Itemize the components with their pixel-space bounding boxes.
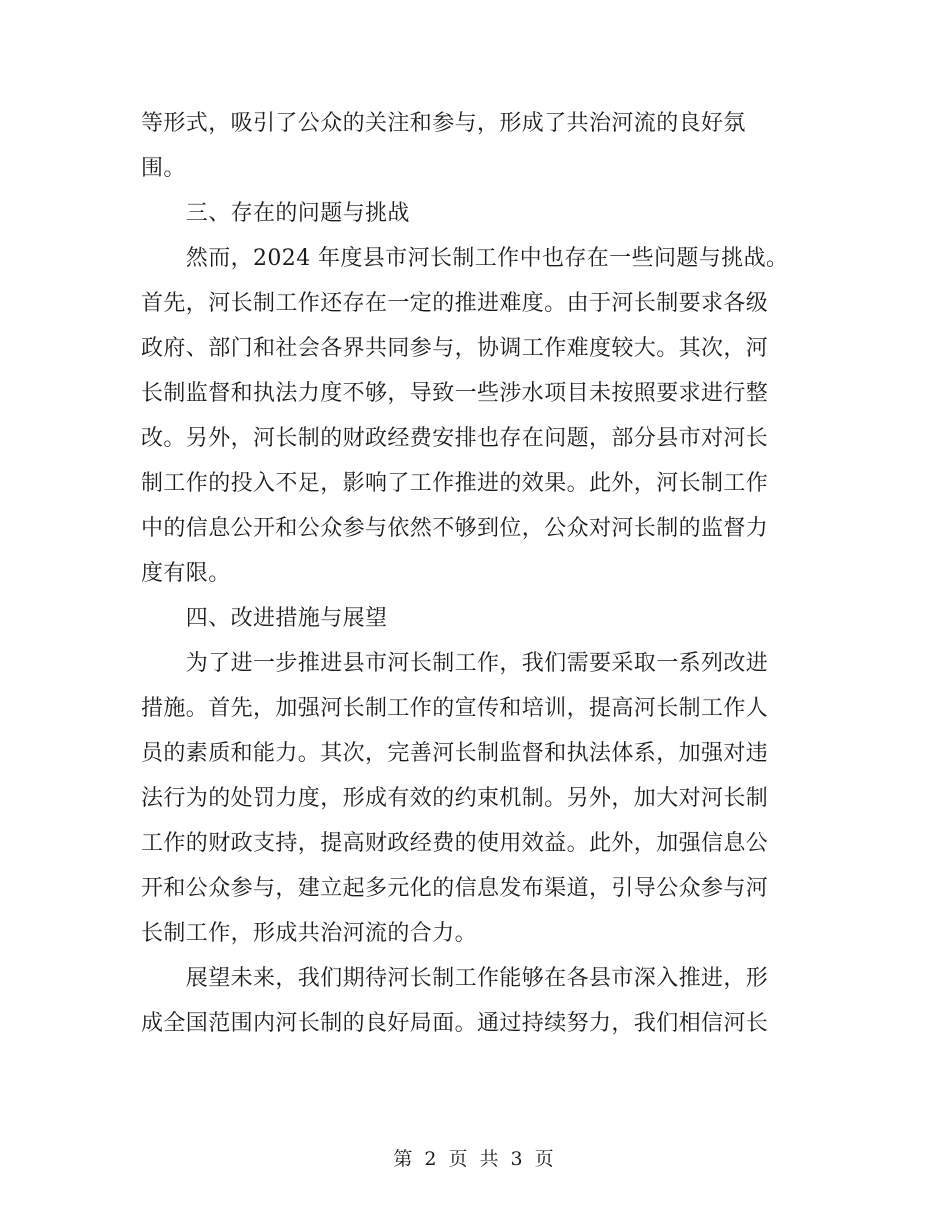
- text-line: 首先，河长制工作还存在一定的推进难度。由于河长制要求各级: [141, 291, 769, 316]
- text-line: 然而，2024 年度县市河长制工作中也存在一些问题与挑战。: [141, 246, 789, 271]
- text-line: 开和公众参与，建立起多元化的信息发布渠道，引导公众参与河: [141, 876, 769, 901]
- text-line: 政府、部门和社会各界共同参与，协调工作难度较大。其次，河: [141, 336, 769, 361]
- section-heading: 四、改进措施与展望: [141, 606, 388, 631]
- document-body: [141, 101, 801, 1046]
- text-line: 员的素质和能力。其次，完善河长制监督和执法体系，加强对违: [141, 741, 769, 766]
- text-line: 等形式，吸引了公众的关注和参与，形成了共治河流的良好氛: [141, 111, 746, 136]
- text-line: 为了进一步推进县市河长制工作，我们需要采取一系列改进: [141, 651, 769, 676]
- text-line: 措施。首先，加强河长制工作的宣传和培训，提高河长制工作人: [141, 696, 769, 721]
- text-line: 围。: [141, 156, 186, 181]
- text-line: 中的信息公开和公众参与依然不够到位，公众对河长制的监督力: [141, 516, 769, 541]
- text-line: 制工作的投入不足，影响了工作推进的效果。此外，河长制工作: [141, 471, 769, 496]
- page-footer: [0, 1145, 950, 1173]
- text-line: 法行为的处罚力度，形成有效的约束机制。另外，加大对河长制: [141, 786, 769, 811]
- text-line: 长制工作，形成共治河流的合力。: [141, 921, 478, 946]
- text-line: 长制监督和执法力度不够，导致一些涉水项目未按照要求进行整: [141, 381, 769, 406]
- text-line: 成全国范围内河长制的良好局面。通过持续努力，我们相信河长: [141, 1011, 769, 1036]
- text-line: 改。另外，河长制的财政经费安排也存在问题，部分县市对河长: [141, 426, 769, 451]
- section-heading: 三、存在的问题与挑战: [141, 201, 410, 226]
- text-line: 度有限。: [141, 561, 231, 586]
- text-line: 展望未来，我们期待河长制工作能够在各县市深入推进，形: [141, 966, 769, 991]
- page-number: 第 2 页 共 3 页: [393, 1148, 557, 1170]
- text-line: 工作的财政支持，提高财政经费的使用效益。此外，加强信息公: [141, 831, 769, 856]
